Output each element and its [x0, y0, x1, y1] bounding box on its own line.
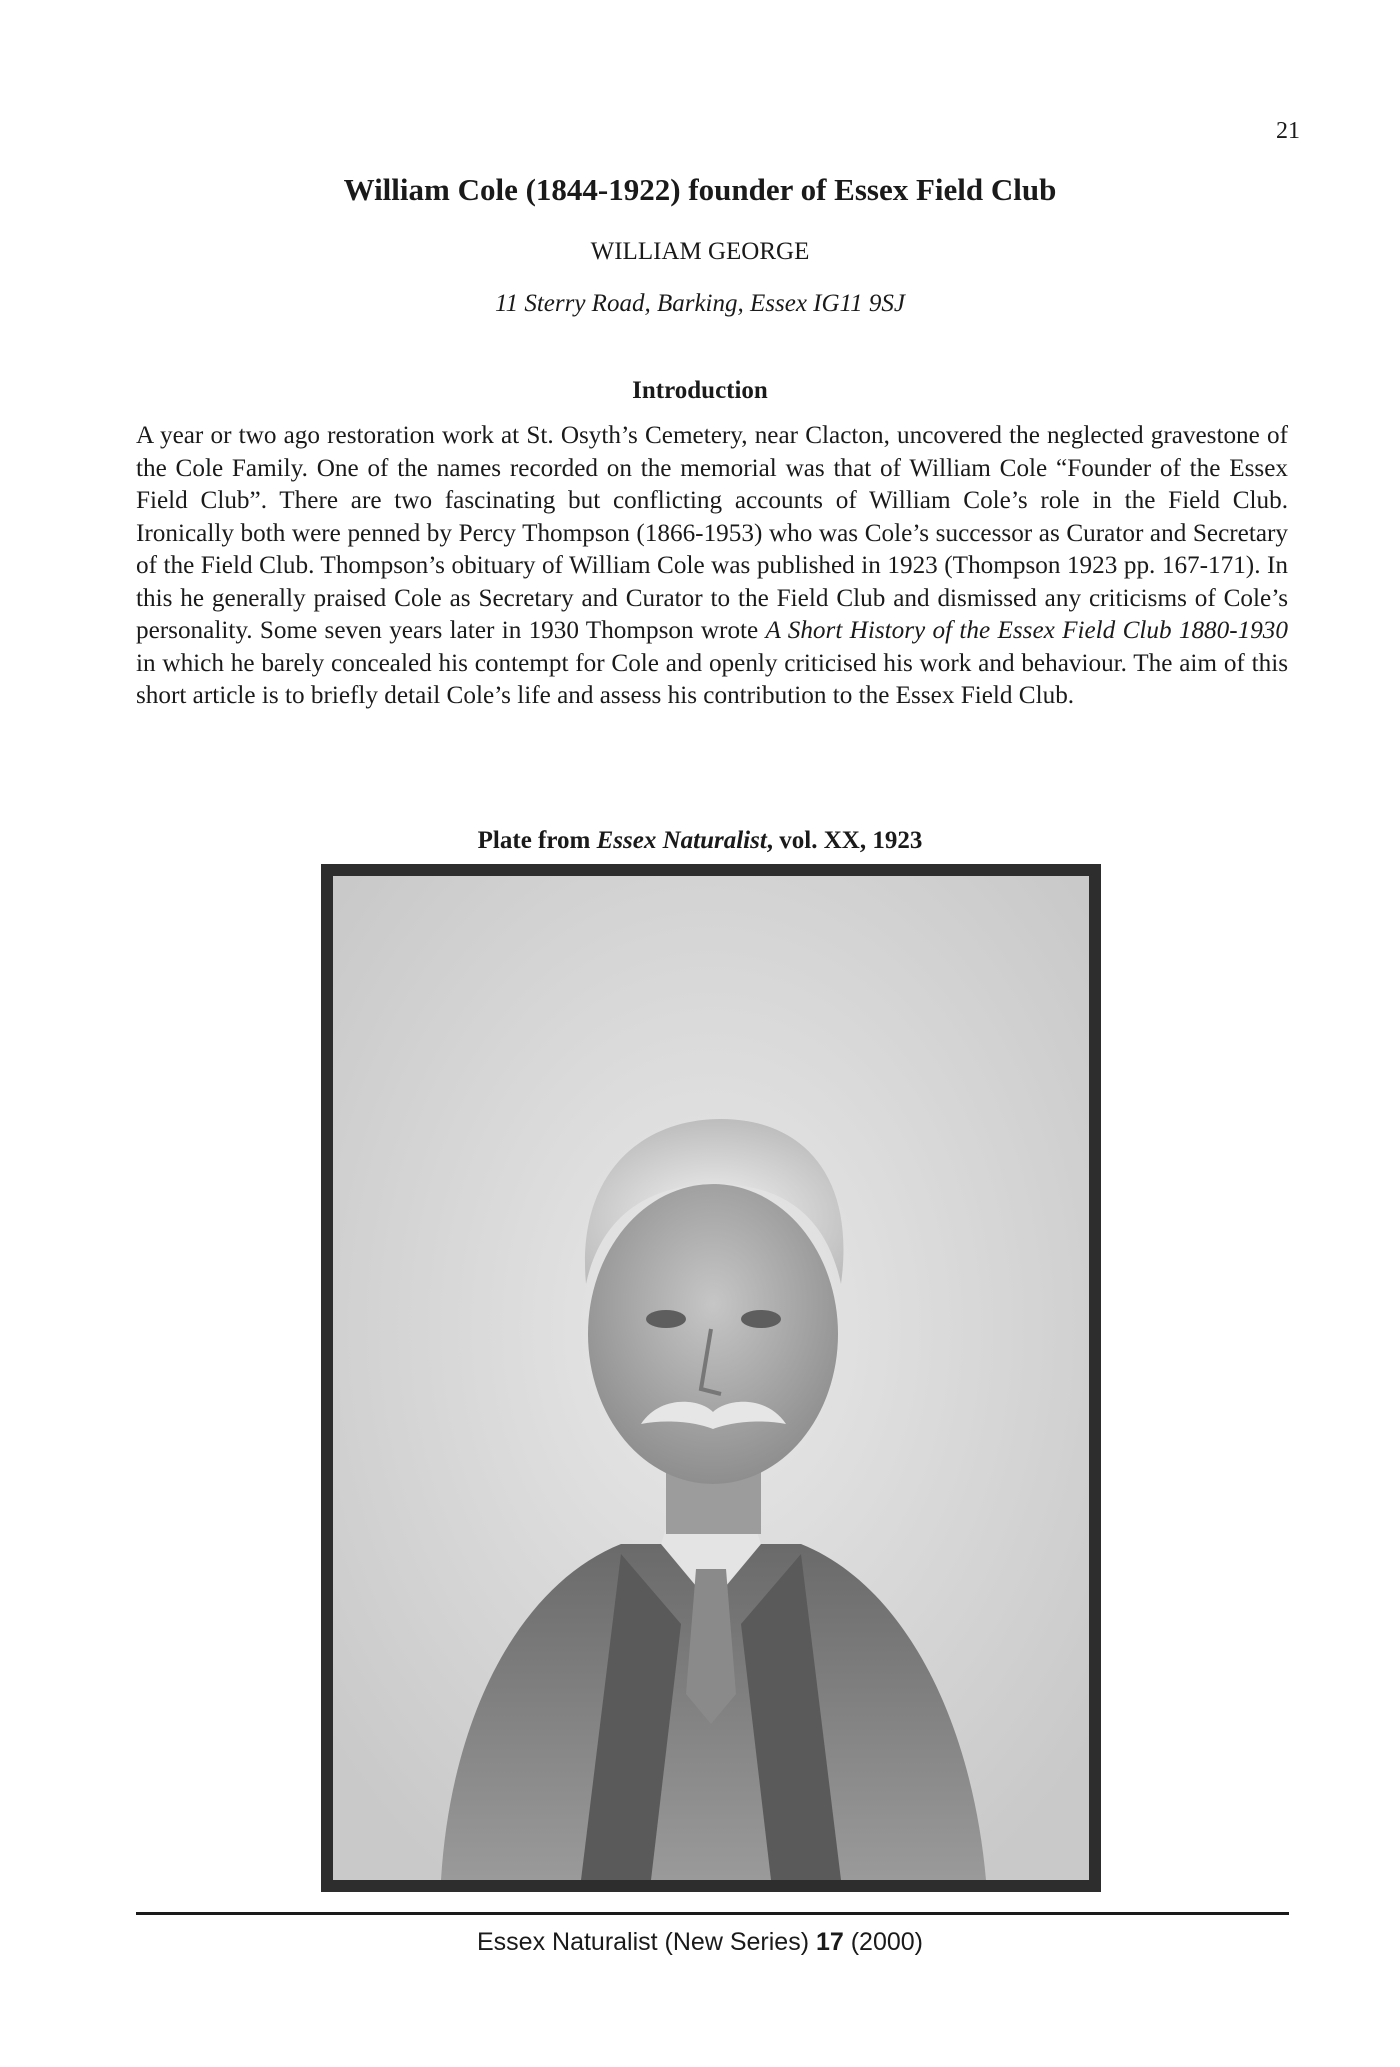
- introduction-paragraph: [136, 420, 1288, 713]
- footer-journal: Essex Naturalist (New Series): [476, 1928, 816, 1956]
- paragraph-text-part2: in which he barely concealed his contempt for Cole and openly criticised his work and behaviour. The aim of this short article is to briefly detail Cole’s life and assess his contribution to the Essex Field Club.: [136, 649, 1288, 709]
- article-title: William Cole (1844-1922) founder of Essex Field Club: [343, 172, 1057, 207]
- portrait-photograph: [321, 864, 1101, 1892]
- footer-rule: [136, 1912, 1289, 1915]
- section-heading-introduction: Introduction: [632, 377, 768, 404]
- footer-volume: 17: [815, 1928, 844, 1956]
- author-name: WILLIAM GEORGE: [590, 238, 810, 265]
- footer: [0, 1928, 1400, 1957]
- author-address: 11 Sterry Road, Barking, Essex IG11 9SJ: [494, 290, 906, 317]
- paragraph-text-part1: A year or two ago restoration work at St. Osyth’s Cemetery, near Clacton, uncovered the neglected gravestone of the Cole Family. One of the names recorded on the memorial was that of William Cole “Founder of the Essex Field Club”. There are two fascinating but conflicting accounts of William Cole’s role in the Field Club. Ironically both were penned by Percy Thompson (1866-1953) who was Cole’s successor as Curator and Secretary of the Field Club. Thompson’s obituary of William Cole was published in 1923 (Thompson 1923 pp. 167-171). In this he generally praised Cole as Secretary and Curator to the Field Club and dismissed any criticisms of Cole’s personality. Some seven years later in 1930 Thompson wrote: [136, 422, 1288, 644]
- left-eye: [646, 1310, 686, 1328]
- cited-book-title: A Short History of the Essex Field Club 1880-1930: [765, 617, 1288, 644]
- portrait-plate: [321, 864, 1101, 1892]
- right-eye: [741, 1310, 781, 1328]
- footer-year: (2000): [843, 1928, 923, 1956]
- caption-suffix: , vol. XX, 1923: [766, 827, 923, 854]
- caption-prefix: Plate from: [477, 827, 597, 854]
- face: [588, 1184, 838, 1484]
- plate-caption: [0, 827, 1400, 855]
- page-number: 21: [1276, 118, 1300, 144]
- caption-journal: Essex Naturalist: [596, 827, 767, 854]
